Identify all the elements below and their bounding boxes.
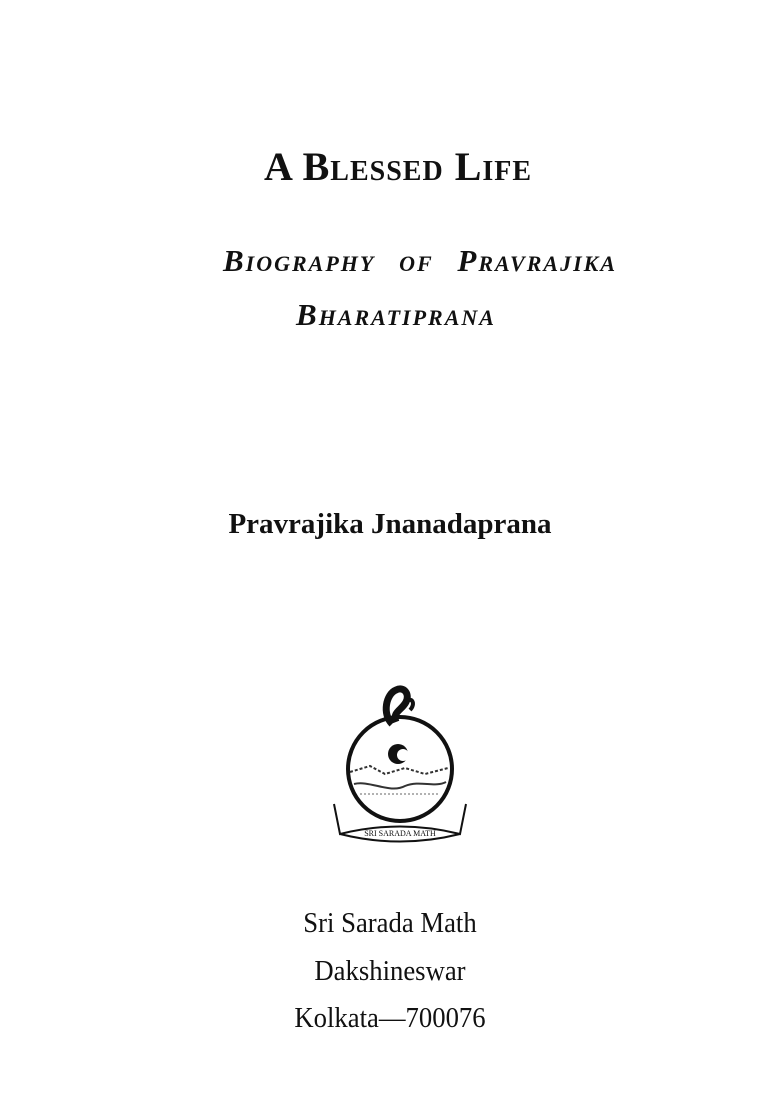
subtitle-word: Pravrajika [457,243,617,278]
subtitle-word: of [399,243,434,278]
book-title: A Blessed Life [263,144,533,189]
sri-sarada-math-emblem-icon [330,684,470,844]
publisher-name: Sri Sarada Math [303,907,477,939]
author-name: Pravrajika Jnanadaprana [228,508,552,540]
publisher-city: Kolkata—700076 [294,1002,486,1034]
emblem-text: SRI SARADA MATH [364,829,436,838]
book-subtitle-line2: Bharatiprana [296,297,496,332]
subtitle-word: Biography [222,243,376,278]
publisher-place: Dakshineswar [314,955,466,987]
book-subtitle-line1 [30,243,780,279]
